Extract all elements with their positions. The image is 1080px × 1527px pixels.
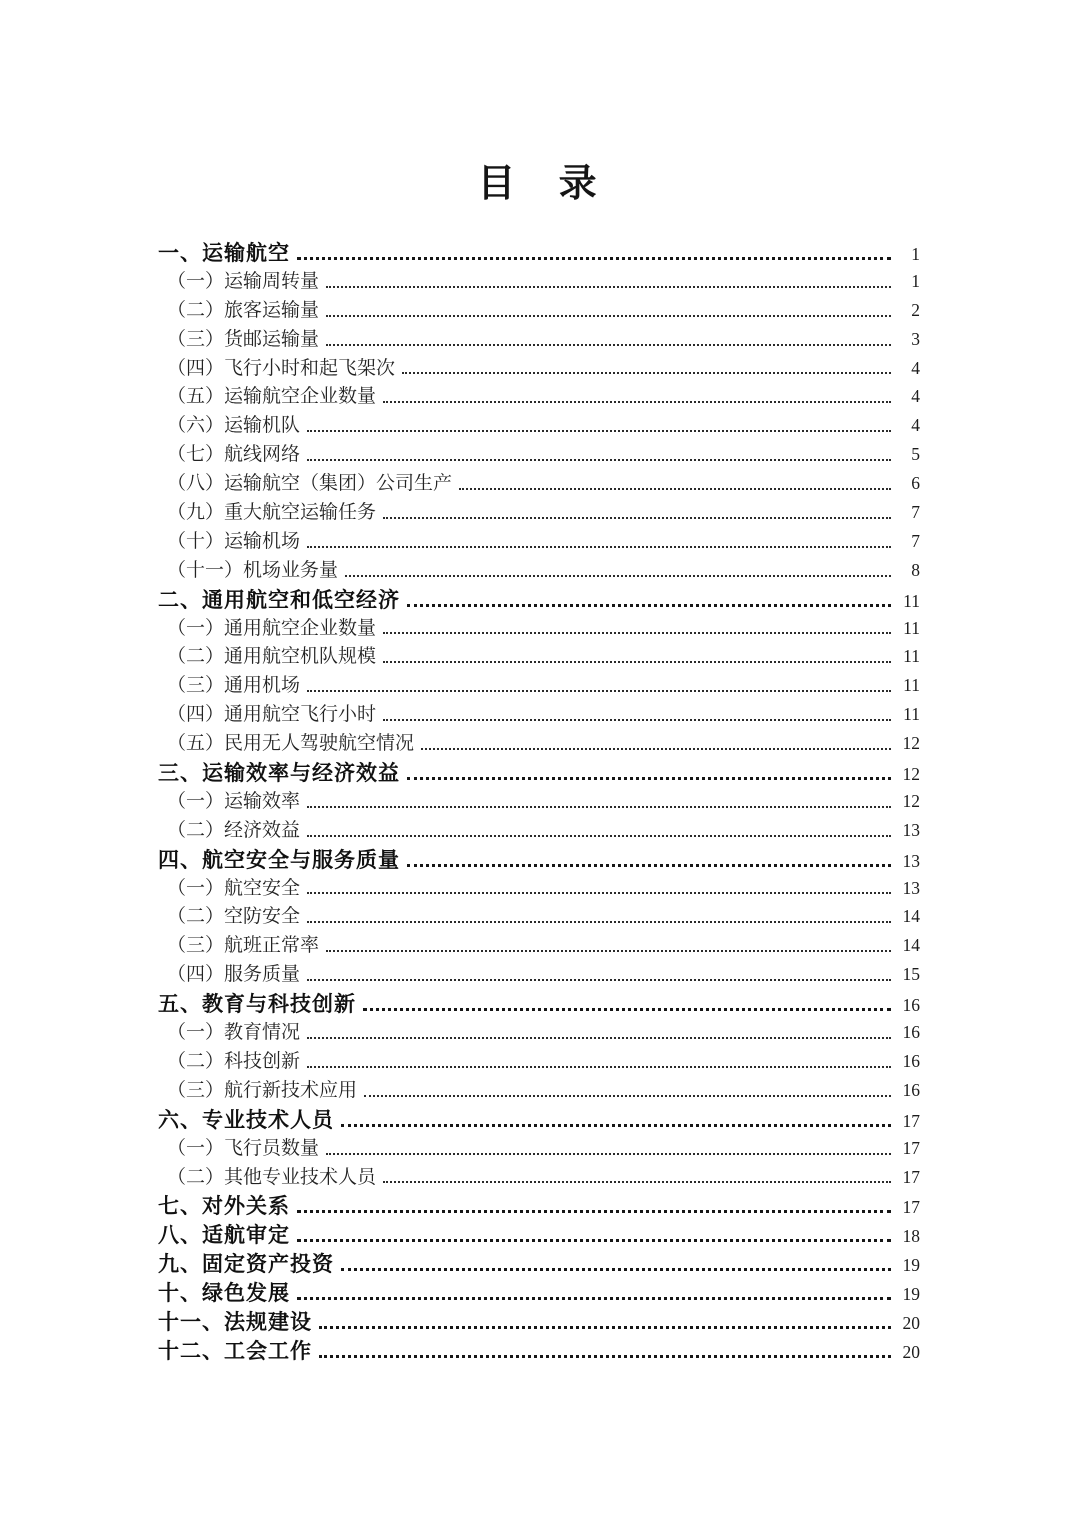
toc-entry-label: （二）其他专业技术人员 xyxy=(167,1165,377,1188)
toc-leader-dots xyxy=(421,748,891,750)
toc-entry-page: 11 xyxy=(903,590,920,611)
toc-leader-dots xyxy=(383,517,891,519)
toc-entry-page: 12 xyxy=(902,790,920,811)
toc-entry xyxy=(158,1046,920,1075)
toc-entry-page: 8 xyxy=(911,559,920,580)
toc-entry xyxy=(158,959,920,988)
toc-leader-dots xyxy=(383,401,891,403)
toc-entry-page: 3 xyxy=(911,328,920,349)
toc-entry-label: 一、运输航空 xyxy=(158,242,290,265)
toc-entry-page: 11 xyxy=(903,646,920,667)
toc-entry xyxy=(158,1017,920,1046)
toc-entry-label: （三）航班正常率 xyxy=(167,934,320,957)
toc-entry-label: （一）运输效率 xyxy=(167,789,301,812)
toc-leader-dots xyxy=(307,430,891,432)
toc-entry-page: 7 xyxy=(911,502,920,523)
toc-leader-dots xyxy=(407,777,891,780)
toc-leader-dots xyxy=(383,661,891,663)
toc-leader-dots xyxy=(307,546,891,548)
toc-leader-dots xyxy=(297,1210,891,1213)
toc-leader-dots xyxy=(307,835,891,837)
toc-entry-page: 1 xyxy=(911,270,920,291)
toc-entry-page: 4 xyxy=(911,415,920,436)
toc-entry-label: （七）航线网络 xyxy=(167,443,301,466)
toc-entry xyxy=(158,1219,920,1248)
toc-entry-label: （四）通用航空飞行小时 xyxy=(167,703,377,726)
toc-entry-page: 6 xyxy=(911,473,920,494)
toc-entry-page: 1 xyxy=(911,244,920,264)
toc-leader-dots xyxy=(407,604,891,607)
toc-entry-page: 4 xyxy=(911,357,920,378)
toc-entry-page: 16 xyxy=(902,1050,920,1071)
toc-entry-label: （三）航行新技术应用 xyxy=(167,1078,358,1101)
toc-entry xyxy=(158,497,920,526)
toc-entry xyxy=(158,728,920,757)
toc-entry xyxy=(158,757,920,786)
toc-entry-page: 20 xyxy=(902,1341,920,1362)
toc-leader-dots xyxy=(307,1066,891,1068)
toc-entry-label: （八）运输航空（集团）公司生产 xyxy=(167,472,453,495)
toc-leader-dots xyxy=(345,575,891,577)
toc-entry-label: （十一）机场业务量 xyxy=(167,558,339,581)
toc-entry-label: （三）通用机场 xyxy=(167,674,301,697)
toc-leader-dots xyxy=(307,1037,891,1039)
toc-entry xyxy=(158,1190,920,1219)
toc-entry-label: 十一、法规建设 xyxy=(158,1310,312,1334)
toc-entry-page: 15 xyxy=(902,964,920,985)
toc-entry xyxy=(158,439,920,468)
toc-entry-label: （五）运输航空企业数量 xyxy=(167,385,377,408)
toc-entry xyxy=(158,295,920,324)
toc-leader-dots xyxy=(383,719,891,721)
toc-entry xyxy=(158,930,920,959)
toc-entry-page: 11 xyxy=(903,675,920,696)
toc-entry xyxy=(158,786,920,815)
toc-leader-dots xyxy=(326,344,891,346)
toc-entry xyxy=(158,266,920,295)
toc-entry xyxy=(158,353,920,382)
page-title: 目 录 xyxy=(477,160,603,205)
toc-entry-page: 20 xyxy=(902,1312,920,1333)
toc-entry-label: 九、固定资产投资 xyxy=(158,1253,334,1277)
toc-leader-dots xyxy=(307,921,891,923)
toc-entry xyxy=(158,1075,920,1104)
toc-entry-label: （二）旅客运输量 xyxy=(167,298,320,321)
toc-entry-page: 7 xyxy=(911,530,920,551)
toc-entry xyxy=(158,410,920,439)
toc-leader-dots xyxy=(364,1095,891,1097)
toc-entry-page: 11 xyxy=(903,617,920,638)
toc-leader-dots xyxy=(319,1326,891,1329)
toc-entry-page: 18 xyxy=(902,1226,920,1247)
toc-entry-label: 三、运输效率与经济效益 xyxy=(158,762,400,786)
toc-leader-dots xyxy=(297,257,891,260)
toc-leader-dots xyxy=(363,1008,891,1011)
toc-entry-page: 13 xyxy=(902,877,920,898)
toc-entry xyxy=(158,1162,920,1191)
toc-entry-label: （四）飞行小时和起飞架次 xyxy=(167,356,396,379)
toc-entry-page: 5 xyxy=(911,444,920,465)
toc-entry xyxy=(158,237,920,266)
toc-entry-label: （一）运输周转量 xyxy=(167,269,320,292)
toc-entry-page: 12 xyxy=(902,764,920,785)
toc-entry-label: （九）重大航空运输任务 xyxy=(167,501,377,524)
toc-entry xyxy=(158,873,920,902)
toc-entry xyxy=(158,381,920,410)
toc-entry-page: 11 xyxy=(903,704,920,725)
toc-entry xyxy=(158,1335,920,1364)
toc-entry-label: 八、适航审定 xyxy=(158,1224,290,1248)
toc-entry xyxy=(158,670,920,699)
toc-leader-dots xyxy=(341,1124,891,1127)
toc-leader-dots xyxy=(297,1297,891,1300)
toc-entry-page: 12 xyxy=(902,733,920,754)
toc-entry xyxy=(158,526,920,555)
toc-entry-page: 17 xyxy=(902,1197,920,1218)
toc-entry-label: （一）通用航空企业数量 xyxy=(167,616,377,639)
toc-leader-dots xyxy=(383,632,891,634)
toc-entry-label: 十二、工会工作 xyxy=(158,1339,312,1363)
toc-entry xyxy=(158,1104,920,1133)
toc-leader-dots xyxy=(326,1153,891,1155)
toc-entry xyxy=(158,1306,920,1335)
toc-entry-page: 13 xyxy=(902,819,920,840)
toc-entry xyxy=(158,988,920,1017)
toc-entry-label: （六）运输机队 xyxy=(167,414,301,437)
toc-entry xyxy=(158,1248,920,1277)
toc-leader-dots xyxy=(326,286,891,288)
toc-leader-dots xyxy=(402,372,891,374)
toc-entry-page: 13 xyxy=(902,850,920,871)
toc-entry-page: 16 xyxy=(902,995,920,1016)
toc-entry-label: （一）飞行员数量 xyxy=(167,1136,320,1159)
toc-entry xyxy=(158,468,920,497)
toc-entry-page: 16 xyxy=(902,1022,920,1043)
toc-entry xyxy=(158,1277,920,1306)
toc-entry-label: （十）运输机场 xyxy=(167,529,301,552)
toc-entry-label: （一）教育情况 xyxy=(167,1021,301,1044)
toc-entry-page: 19 xyxy=(902,1255,920,1276)
toc-entry-label: （二）经济效益 xyxy=(167,818,301,841)
toc-entry xyxy=(158,555,920,584)
toc-entry-label: 二、通用航空和低空经济 xyxy=(158,588,400,612)
toc-entry-label: （二）空防安全 xyxy=(167,905,301,928)
toc-leader-dots xyxy=(307,459,891,461)
toc-entry xyxy=(158,613,920,642)
toc-entry-page: 14 xyxy=(902,935,920,956)
toc-leader-dots xyxy=(307,690,891,692)
toc-leader-dots xyxy=(326,315,891,317)
toc-leader-dots xyxy=(307,892,891,894)
toc-entry xyxy=(158,641,920,670)
toc-leader-dots xyxy=(383,1181,891,1183)
toc-entry-page: 4 xyxy=(911,386,920,407)
toc-leader-dots xyxy=(407,864,891,867)
toc-entry-page: 17 xyxy=(902,1110,920,1131)
toc-entry-label: （一）航空安全 xyxy=(167,876,301,899)
toc-leader-dots xyxy=(297,1239,891,1242)
toc-leader-dots xyxy=(341,1268,891,1271)
toc-entry-label: （二）通用航空机队规模 xyxy=(167,645,377,668)
toc-entry-label: （二）科技创新 xyxy=(167,1049,301,1072)
toc-entry xyxy=(158,815,920,844)
toc-entry-label: 六、专业技术人员 xyxy=(158,1108,334,1132)
toc-entry-page: 17 xyxy=(902,1137,920,1158)
toc-entry-label: （三）货邮运输量 xyxy=(167,327,320,350)
toc-entry-label: （五）民用无人驾驶航空情况 xyxy=(167,732,415,755)
toc-list xyxy=(158,237,920,1364)
toc-entry-label: 十、绿色发展 xyxy=(158,1282,290,1306)
toc-leader-dots xyxy=(319,1355,891,1358)
toc-entry-label: 五、教育与科技创新 xyxy=(158,993,356,1017)
toc-entry xyxy=(158,324,920,353)
toc-leader-dots xyxy=(459,488,891,490)
toc-entry-label: 七、对外关系 xyxy=(158,1195,290,1219)
toc-leader-dots xyxy=(307,806,891,808)
toc-leader-dots xyxy=(326,950,891,952)
toc-entry-label: 四、航空安全与服务质量 xyxy=(158,848,400,872)
toc-entry xyxy=(158,584,920,613)
toc-entry xyxy=(158,844,920,873)
toc-entry-label: （四）服务质量 xyxy=(167,963,301,986)
toc-entry xyxy=(158,1133,920,1162)
toc-entry-page: 14 xyxy=(902,906,920,927)
toc-leader-dots xyxy=(307,979,891,981)
toc-entry-page: 17 xyxy=(902,1166,920,1187)
toc-entry-page: 19 xyxy=(902,1284,920,1305)
toc-entry xyxy=(158,699,920,728)
toc-entry-page: 2 xyxy=(911,299,920,320)
toc-entry xyxy=(158,901,920,930)
toc-entry-page: 16 xyxy=(902,1079,920,1100)
